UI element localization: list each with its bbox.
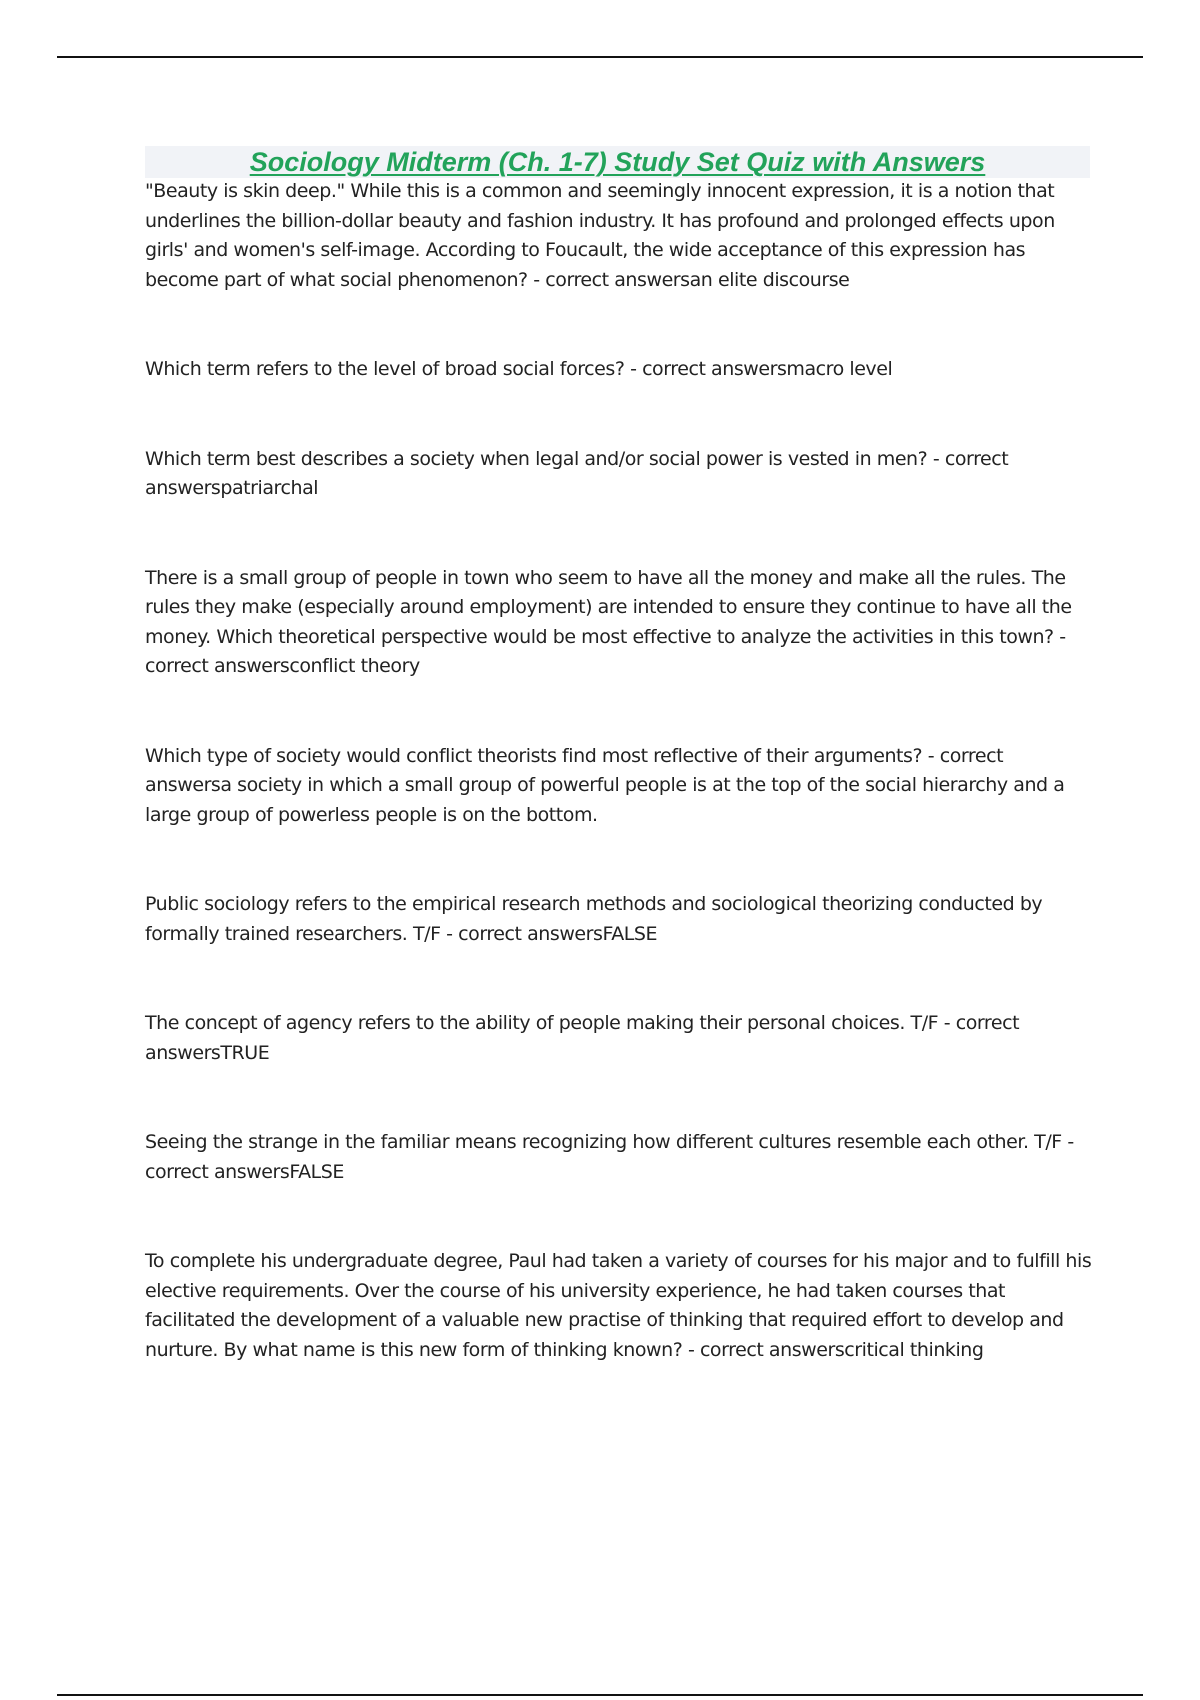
question-list: [145, 177, 1095, 1425]
question-item: The concept of agency refers to the ability of people making their personal choices. T/F - correct answersTRUE: [145, 1012, 1020, 1064]
question-item: Which term refers to the level of broad social forces? - correct answersmacro level: [145, 358, 893, 380]
question-item: "Beauty is skin deep." While this is a common and seemingly innocent expression, it is a notion that underlines the billion-dollar beauty and fashion industry. It has profound and prolonged effects upon girls' and women's self-image. According to Foucault, the wide acceptance of this expression has become part of what social phenomenon? - correct answersan elite discourse: [145, 180, 1055, 291]
question-item: Public sociology refers to the empirical research methods and sociological theorizing conducted by formally trained researchers. T/F - correct answersFALSE: [145, 893, 1043, 945]
question-item: Which type of society would conflict theorists find most reflective of their arguments? - correct answersa society in which a small group of powerful people is at the top of the social hierarchy and a large group of powerless people is on the bottom.: [145, 744, 1065, 826]
question-item: To complete his undergraduate degree, Paul had taken a variety of courses for his major and to fulfill his elective requirements. Over the course of his university experience, he had taken courses that facilitated the development of a valuable new practise of thinking that required effort to develop and nurture. By what name is this new form of thinking known? - correct answerscritical thinking: [145, 1250, 1092, 1361]
footer-rule: [57, 1694, 1143, 1696]
question-item: Seeing the strange in the familiar means recognizing how different cultures resemble each other. T/F - correct answersFALSE: [145, 1131, 1074, 1183]
question-item: There is a small group of people in town who seem to have all the money and make all the rules. The rules they make (especially around employment) are intended to ensure they continue to have all the money. Which theoretical perspective would be most effective to analyze the activities in this town? - correct answersconflict theory: [145, 566, 1072, 677]
question-item: Which term best describes a society when legal and/or social power is vested in men? - correct answerspatriarchal: [145, 447, 1009, 499]
header-rule: [57, 56, 1143, 58]
document-title: Sociology Midterm (Ch. 1-7) Study Set Quiz with Answers: [249, 147, 986, 177]
title-bar: [145, 146, 1090, 178]
